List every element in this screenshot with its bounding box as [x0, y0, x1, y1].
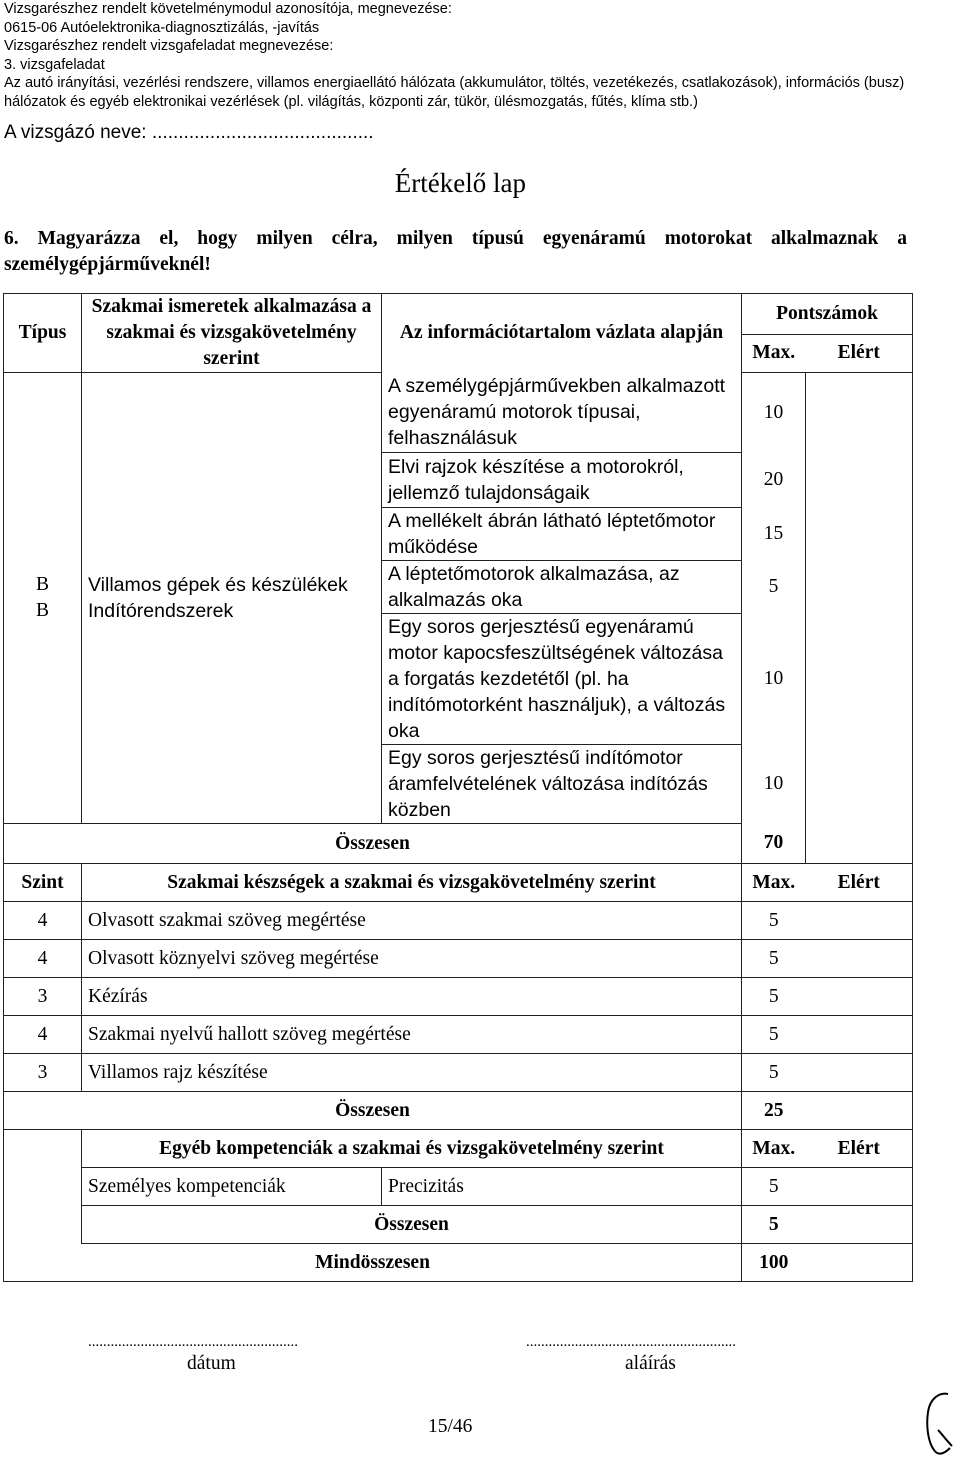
header-line: Vizsgarészhez rendelt vizsgafeladat megnevezése:: [4, 38, 334, 54]
skill-max: 5: [742, 978, 806, 1016]
skill-level: 4: [4, 940, 82, 978]
col-knowledge-header: Szakmai ismeretek alkalmazása a szakmai és vizsgakövetelmény szerint: [82, 294, 382, 373]
col-points-header: Pontszámok: [742, 294, 913, 335]
skill-max: 5: [742, 1054, 806, 1092]
skill-max: 5: [742, 1016, 806, 1054]
skill-achieved[interactable]: [806, 978, 913, 1016]
info-row-text: A léptetőmotorok alkalmazása, az alkalmazás oka: [382, 561, 742, 614]
blank-cell: [4, 1130, 82, 1244]
achieved-column[interactable]: [806, 373, 913, 864]
info-row-text: A személygépjárművekben alkalmazott egyenáramú motorok típusai, felhasználásuk: [382, 373, 742, 453]
type-value: B: [35, 600, 49, 621]
knowledge-line: Villamos gépek és készülékek: [88, 574, 348, 596]
other-achieved-header: Elért: [806, 1130, 913, 1168]
knowledge-cell: [82, 373, 382, 824]
info-row-text: A mellékelt ábrán látható léptetőmotor működése: [382, 508, 742, 561]
header-line: 3. vizsgafeladat: [4, 56, 105, 73]
other-category: Személyes kompetenciák: [82, 1168, 382, 1206]
examinee-name-field: A vizsgázó neve: ..........................................: [4, 122, 374, 143]
page-number: 15/46: [428, 1416, 473, 1437]
header-line: hálózatok és egyéb elektronikai vezérlések (pl. világítás, központi zár, tükör, ülésmozgatás, fűtés, klíma stb.): [4, 93, 698, 110]
other-achieved[interactable]: [806, 1168, 913, 1206]
other-max: 5: [742, 1168, 806, 1206]
skill-achieved[interactable]: [806, 940, 913, 978]
total-label: Összesen: [82, 1206, 742, 1244]
grand-total-label: Mindösszesen: [4, 1244, 742, 1282]
skill-name: Szakmai nyelvű hallott szöveg megértése: [82, 1016, 742, 1054]
info-row-max: 15: [763, 523, 784, 544]
signature-dots: ........................................................: [526, 1334, 736, 1350]
other-item: Precizitás: [382, 1168, 742, 1206]
other-max-header: Max.: [742, 1130, 806, 1168]
skills-header: Szakmai készségek a szakmai és vizsgakövetelmény szerint: [82, 864, 742, 902]
header-line: Vizsgarészhez rendelt követelménymodul azonosítója, megnevezése:: [4, 1, 452, 17]
skill-name: Kézírás: [82, 978, 742, 1016]
total-achieved[interactable]: [806, 1206, 913, 1244]
skills-achieved-header: Elért: [806, 864, 913, 902]
header-line: Az autó irányítási, vezérlési rendszere, villamos energiaellátó hálózata (akkumulátor, töltés, vezetékezés, csatlakozások), információs (busz): [4, 75, 905, 91]
skills-max-header: Max.: [742, 864, 806, 902]
info-row-text: Egy soros gerjesztésű egyenáramú motor kapocsfeszültségének változása a forgatás kezdetétől (pl. ha indítómotorként használjuk), a változás oka: [382, 614, 742, 745]
type-cell: [4, 373, 82, 824]
total-value: 5: [742, 1206, 806, 1244]
info-row-max: 10: [763, 773, 784, 794]
signature-label: aláírás: [625, 1353, 676, 1374]
question-text: 6. Magyarázza el, hogy milyen célra, milyen típusú egyenáramú motorokat alkalmaznak a személygépjárműveknél!: [4, 228, 907, 275]
grand-total-achieved[interactable]: [806, 1244, 913, 1282]
header-line: 0615-06 Autóelektronika-diagnosztizálás, -javítás: [4, 19, 320, 36]
evaluation-table: [3, 293, 913, 1282]
total-value: 25: [742, 1092, 806, 1130]
info-row-text: Egy soros gerjesztésű indítómotor áramfelvételének változása indítózás közben: [382, 745, 742, 824]
skill-level: 3: [4, 978, 82, 1016]
date-dots: ........................................................: [88, 1334, 298, 1350]
skill-name: Olvasott szakmai szöveg megértése: [82, 902, 742, 940]
page-title-wrap: [0, 168, 900, 199]
skill-name: Olvasott köznyelvi szöveg megértése: [82, 940, 742, 978]
date-label: dátum: [187, 1353, 236, 1374]
col-info-header: Az információtartalom vázlata alapján: [382, 294, 742, 373]
grand-total-value: 100: [742, 1244, 806, 1282]
total-label: Összesen: [4, 1092, 742, 1130]
skill-level: 4: [4, 902, 82, 940]
col-max-header: Max.: [742, 334, 806, 372]
info-row-max: 20: [763, 469, 784, 490]
skills-level-header: Szint: [4, 864, 82, 902]
document-header: [4, 0, 904, 111]
knowledge-line: Indítórendszerek: [88, 600, 234, 622]
col-type-header: Típus: [4, 294, 82, 373]
skill-achieved[interactable]: [806, 1016, 913, 1054]
info-row-max: 10: [763, 401, 784, 423]
skill-name: Villamos rajz készítése: [82, 1054, 742, 1092]
skill-max: 5: [742, 940, 806, 978]
page-title: Értékelő lap: [394, 168, 526, 198]
info-row-max: 10: [763, 668, 784, 689]
skill-max: 5: [742, 902, 806, 940]
total-achieved[interactable]: [806, 1092, 913, 1130]
info-row-max: 5: [768, 576, 779, 597]
skill-achieved[interactable]: [806, 902, 913, 940]
col-achieved-header: Elért: [806, 334, 913, 372]
type-value: B: [35, 574, 49, 595]
total-value: 70: [763, 832, 784, 854]
other-header: Egyéb kompetenciák a szakmai és vizsgakövetelmény szerint: [82, 1130, 742, 1168]
info-row-text: Elvi rajzok készítése a motorokról, jellemző tulajdonságaik: [382, 453, 742, 508]
total-label: Összesen: [4, 824, 742, 864]
skill-achieved[interactable]: [806, 1054, 913, 1092]
handwritten-signature-icon: [920, 1390, 956, 1460]
skill-level: 3: [4, 1054, 82, 1092]
skill-level: 4: [4, 1016, 82, 1054]
